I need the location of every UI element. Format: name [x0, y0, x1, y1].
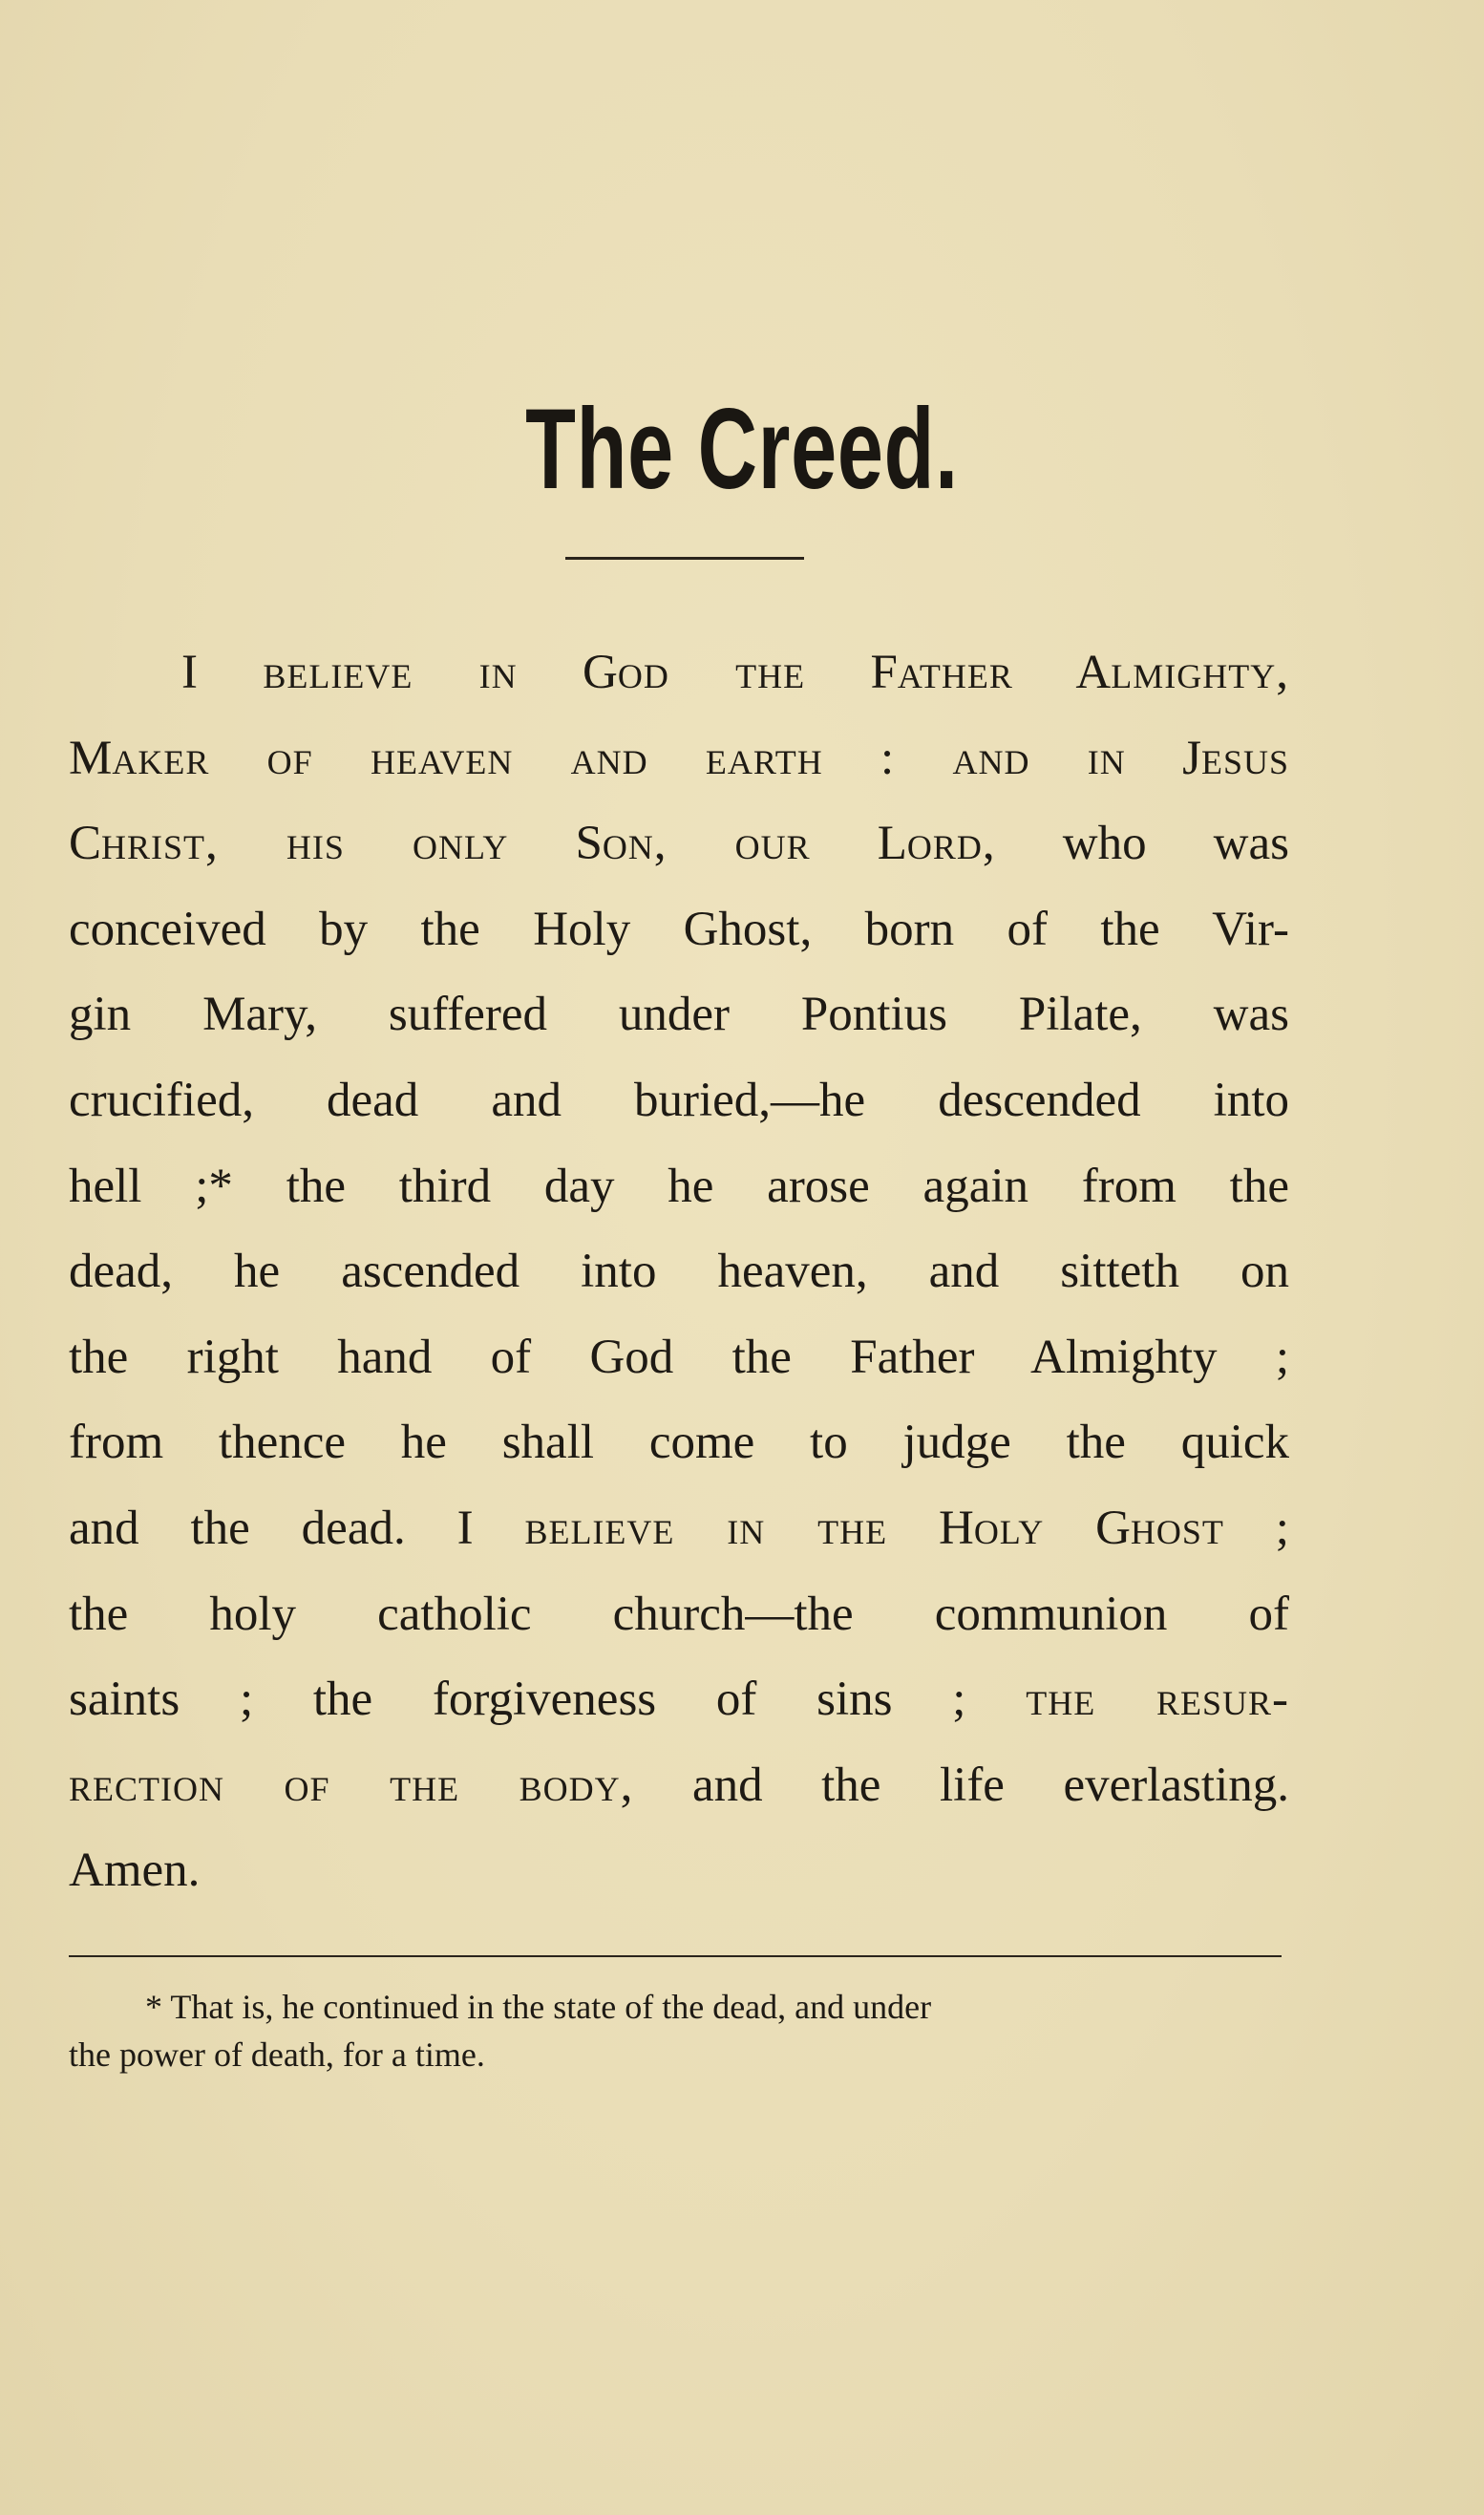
creed-line — [69, 1743, 1289, 1829]
creed-text-run: gin Mary, suffered under Pontius Pilate, was — [69, 988, 1289, 1042]
creed-text-run: C — [69, 817, 102, 871]
creed-text-run: dead, he ascended into heaven, and sitteth on — [69, 1245, 1289, 1299]
creed-small-caps-text: ather — [897, 646, 1013, 699]
creed-line — [69, 1400, 1289, 1486]
creed-text-run: saints ; the forgiveness of sins ; — [69, 1673, 1027, 1727]
footnote-line-2: the power of death, for a time. — [69, 2035, 485, 2074]
creed-small-caps-text: aker of heaven and earth : and in — [112, 731, 1126, 785]
creed-text-run: and the life everlasting. — [633, 1758, 1289, 1812]
creed-small-caps-text: ord, — [906, 817, 996, 871]
footnote-divider — [69, 1955, 1282, 1957]
creed-small-caps-text: on, our — [602, 817, 811, 871]
creed-line — [69, 716, 1289, 802]
creed-small-caps-text: lmighty, — [1111, 646, 1289, 699]
footnote — [69, 1983, 1282, 2078]
creed-small-caps-text: oly — [973, 1501, 1045, 1555]
creed-text-run: G — [1044, 1501, 1131, 1555]
creed-small-caps-text: rection of the body, — [69, 1758, 634, 1812]
creed-small-caps-text: the resur- — [1026, 1673, 1289, 1727]
creed-text-run: J — [1125, 731, 1201, 785]
creed-line — [69, 1058, 1289, 1144]
creed-small-caps-text: hrist, his only — [101, 817, 509, 871]
creed-line — [69, 1828, 1289, 1914]
creed-text-run: I — [181, 646, 264, 699]
creed-text-run: L — [810, 817, 907, 871]
creed-small-caps-text: believe in — [263, 646, 518, 699]
creed-line — [69, 1657, 1289, 1743]
page-title: The Creed. — [525, 385, 959, 513]
creed-small-caps-text: od the — [617, 646, 806, 699]
creed-text-run: conceived by the Holy Ghost, born of the Vir- — [69, 902, 1289, 956]
creed-text-run: M — [69, 731, 113, 785]
creed-line — [69, 972, 1289, 1058]
creed-line — [69, 1315, 1289, 1401]
creed-text-run: Amen. — [69, 1844, 201, 1898]
footnote-line-1: * That is, he continued in the state of the dead, and under — [145, 1988, 932, 2026]
creed-line — [69, 1229, 1289, 1315]
creed-line — [69, 1144, 1289, 1230]
creed-text-run: A — [1012, 646, 1112, 699]
creed-text-run: S — [508, 817, 603, 871]
creed-text-run: F — [805, 646, 898, 699]
creed-line — [69, 1486, 1289, 1572]
creed-text-run: ; — [1223, 1501, 1289, 1555]
creed-small-caps-text: esus — [1200, 731, 1289, 785]
creed-text-run: and the dead. I — [69, 1501, 525, 1555]
creed-text-run: who was — [995, 817, 1289, 871]
creed-text — [69, 630, 1289, 1914]
creed-text-run: G — [517, 646, 618, 699]
creed-line — [69, 630, 1289, 716]
creed-line — [69, 801, 1289, 887]
creed-line — [69, 887, 1289, 973]
title-divider — [565, 557, 804, 560]
creed-small-caps-text: host — [1130, 1501, 1224, 1555]
creed-text-run: from thence he shall come to judge the quick — [69, 1416, 1289, 1470]
creed-small-caps-text: believe in the — [524, 1501, 888, 1555]
creed-text-run: the right hand of God the Father Almighty ; — [69, 1330, 1289, 1384]
creed-text-run: the holy catholic church—the communion of — [69, 1587, 1289, 1641]
creed-text-run: H — [887, 1501, 974, 1555]
creed-text-run: hell ;* the third day he arose again from the — [69, 1159, 1289, 1213]
creed-line — [69, 1572, 1289, 1658]
creed-text-run: crucified, dead and buried,—he descended into — [69, 1073, 1289, 1127]
